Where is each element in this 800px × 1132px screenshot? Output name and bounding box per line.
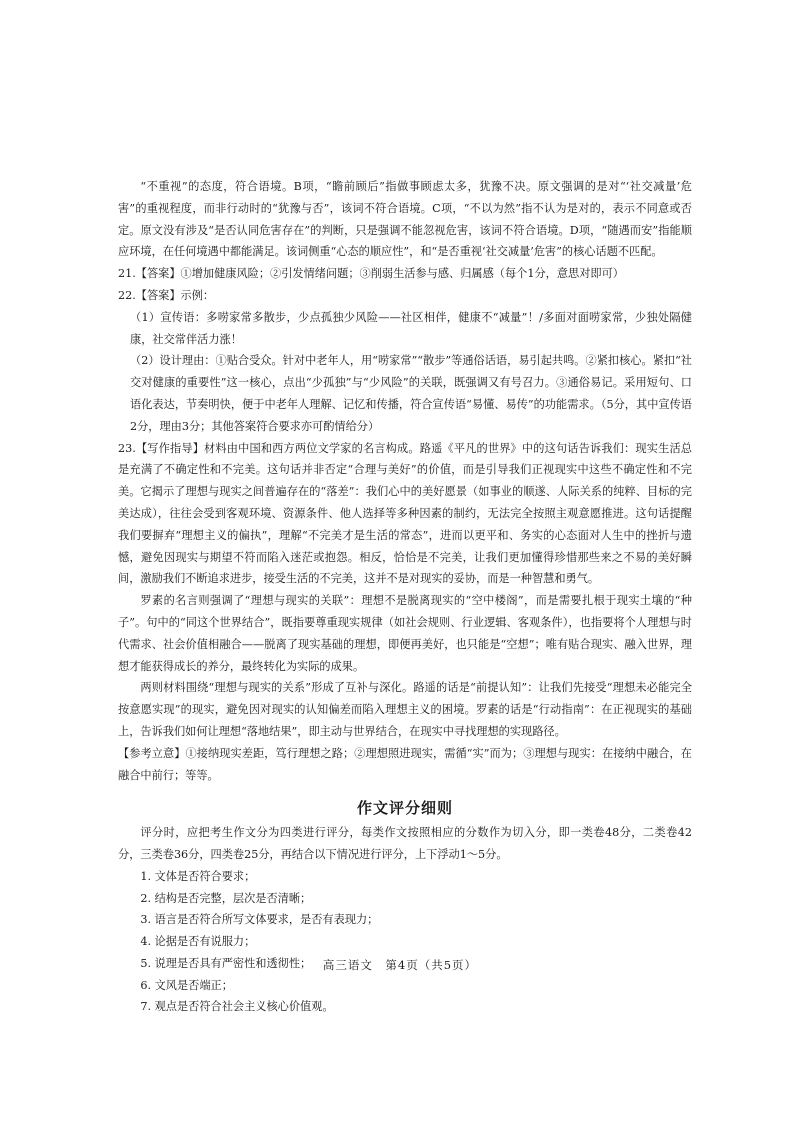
criterion-item: 5. 说理是否具有严密性和透彻性； [140, 956, 312, 970]
answer-23-russell: 罗素的名言则强调了“理想与现实的关联”：理想不是脱离现实的“空中楼阁”，而是需要扎根于现实土壤的“种子”。句中的“同这个世界结合”，既指要尊重现实规律（如社会规则、行业逻辑、客观条件），也指要将个人理想与时代需求、社会价值相融合——脱离了现实基础的理想，即便再美好，也只能是“空想”；唯有贴合现实、融入世界，理想才能获得成长的养分，最终转化为实际的成果。 [118, 594, 692, 673]
criterion-item: 4. 论据是否有说服力； [140, 935, 256, 949]
criterion-item: 3. 语言是否符合所写文体要求，是否有表现力； [140, 913, 379, 927]
scoring-section-title: 作文评分细则 [356, 799, 453, 818]
scoring-criteria-list [118, 866, 692, 1019]
criterion-item: 7. 观点是否符合社会主义核心价值观。 [140, 1000, 334, 1014]
answer-22: 22.【答案】示例： [118, 288, 215, 302]
answer-23-guide: 23.【写作指导】材料由中国和西方两位文学家的名言构成。路遥《平凡的世界》中的这句话告诉我们：现实生活总是充满了不确定性和不完美。这句话并非否定“合理与美好”的价值，而是引导我们正视现实中这些不确定性和不完美。它揭示了理想与现实之间普遍存在的“落差”：我们心中的美好愿景（如事业的顺遂、人际关系的纯粹、目标的完美达成），往往会受到客观环境、资源条件、他人选择等多种因素的制约，无法完全按照主观意愿推进。这句话提醒我们要摒弃“理想主义的偏执”，理解“不完美才是生活的常态”，进而以更平和、务实的心态面对人生中的挫折与遗憾，避免因现实与期望不符而陷入迷茫或抱怨。相反，恰恰是不完美，让我们更加懂得珍惜那些来之不易的美好瞬间，激励我们不断追求进步，接受生活的不完美，这并不是对现实的妥协，而是一种智慧和勇气。 [118, 441, 692, 586]
scoring-intro: 评分时，应把考生作文分为四类进行评分，每类作文按照相应的分数作为切入分，即一类卷48分，二类卷42分，三类卷36分，四类卷25分，再结合以下情况进行评分，上下浮动1～5分。 [118, 826, 692, 861]
answer-22-slogan: （1）宣传语：多唠家常多散步，少点孤独少风险——社区相伴，健康不“减量”！/多面对面唠家常，少独处隔健康，社交常伴活力涨！ [130, 310, 692, 346]
answer-23-relation: 两则材料围绕“理想与现实的关系”形成了互补与深化。路遥的话是“前提认知”：让我们先接受“理想未必能完全按意愿实现”的现实，避免因对现实的认知偏差而陷入理想主义的困境。罗素的话是“行动指南”：在正视现实的基础上，告诉我们如何让理想“落地结果”，即主动与世界结合，在现实中寻找理想的实现路径。 [118, 681, 692, 738]
answer-22-reason: （2）设计理由：①贴合受众。针对中老年人，用“唠家常”“散步”等通俗话语，易引起共鸣。②紧扣核心。紧扣“社交对健康的重要性”这一核心，点出“少孤独”与“少风险”的关联，既强调又有号召力。③通俗易记。采用短句、口语化表达，节奏明快，便于中老年人理解、记忆和传播，符合宣传语“易懂、易传”的功能需求。（5分，其中宣传语2分，理由3分；其他答案符合要求亦可酌情给分） [130, 354, 692, 433]
page-content [118, 176, 692, 1018]
criterion-item: 2. 结构是否完整，层次是否清晰； [140, 891, 312, 905]
page-footer: 高三语文 第4页（共5页） [322, 958, 478, 972]
answer-21: 21.【答案】①增加健康风险；②引发情绪问题；③削弱生活参与感、归属感（每个1分，意思对即可） [118, 267, 624, 281]
answer-23-themes: 【参考立意】①接纳现实差距，笃行理想之路；②理想照进现实，需循“实”而为；③理想与现实：在接纳中融合，在融合中前行；等等。 [118, 746, 692, 782]
criterion-item: 6. 文风是否端正； [140, 978, 233, 992]
criterion-item: 1. 文体是否符合要求； [140, 869, 256, 883]
answer-20-continuation: “不重视”的态度，符合语境。B项，“瞻前顾后”指做事顾虑太多，犹豫不决。原文强调的是对“‘社交减量’危害”的重视程度，而非行动时的“犹豫与否”，该词不符合语境。C项，“不以为然”指不认为是对的，表示不同意或否定。原文没有涉及“是否认同危害存在”的判断，只是强调不能忽视危害，该词不符合语境。D项，“随遇而安”指能顺应环境，在任何境遇中都能满足。该词侧重“心态的顺应性”，和“是否重视‘社交减量’危害”的核心话题不匹配。 [118, 180, 692, 259]
